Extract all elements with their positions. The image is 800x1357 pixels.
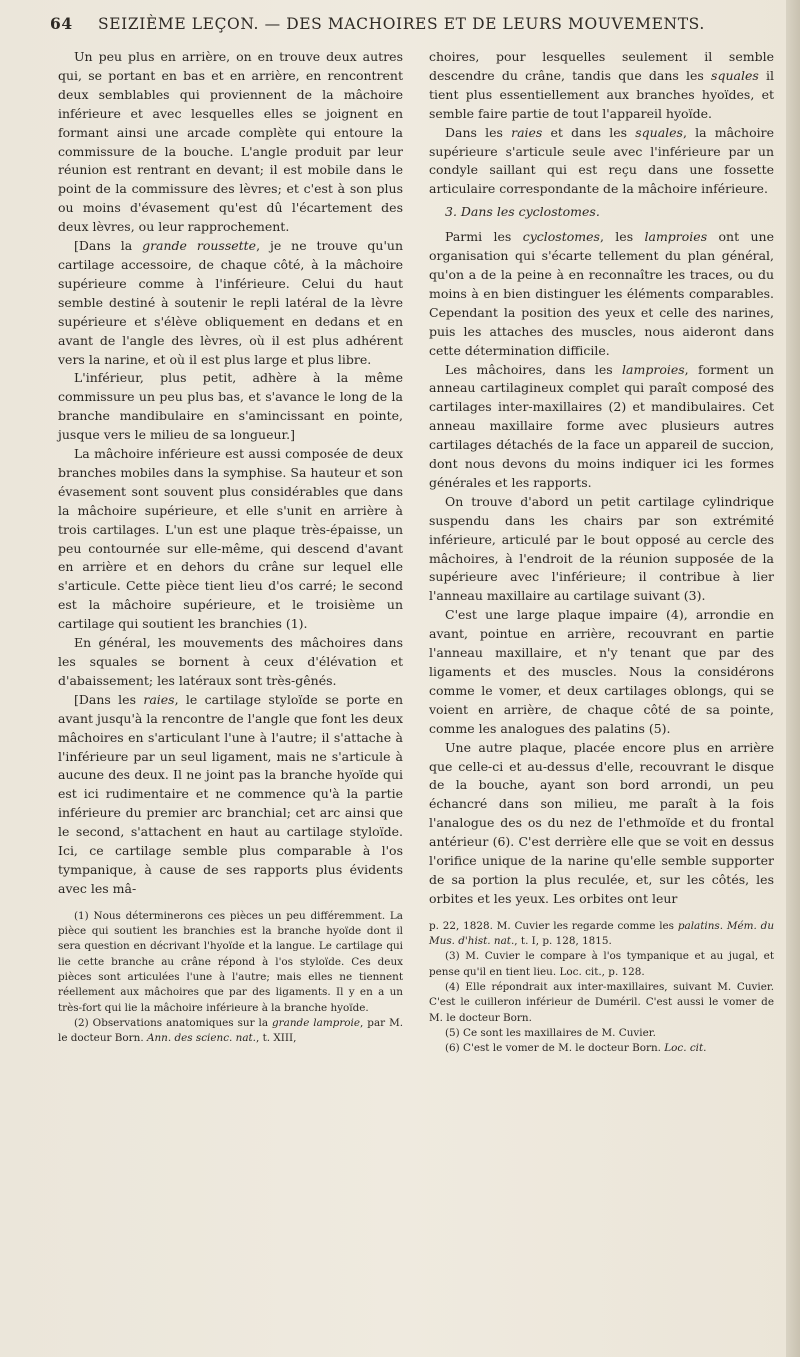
- page-number: 64: [50, 14, 73, 33]
- footnote: p. 22, 1828. M. Cuvier les regarde comme les palatins. Mém. du Mus. d'hist. nat., t. I, p. 128, 1815.: [429, 919, 775, 948]
- footnote: (3) M. Cuvier le compare à l'os tympanique et au jugal, et pense qu'il en tient lieu. Loc. cit., p. 128.: [429, 950, 774, 978]
- page-edge: [786, 0, 800, 1357]
- paragraph: La mâchoire inférieure est aussi composée de deux branches mobiles dans la symphise. Sa hauteur et son évasement sont souvent plus considérables que dans la mâchoire supérieure, et elle s'unit en arrière à trois cartilages. L'un est une plaque très-épaisse, un peu contournée sur elle-même, qui descend d'avant en arrière et en dehors du crâne sur lequel elle s'articule. Cette pièce tient lieu d'os carré; le second est la mâchoire supérieure, et le troisième un cartilage qui soutient les branchies (1).: [58, 446, 403, 632]
- paragraph: Parmi les cyclostomes, les lamproies ont une organisation qui s'écarte tellement du plan général, qu'on a de la peine à en reconnaître les traces, ou du moins à en bien distinguer les éléments comparables. Cependant la position des yeux et celle des narines, puis les attaches des muscles, nous aideront dans cette détermination difficile.: [429, 229, 774, 358]
- running-title: SEIZIÈME LEÇON. — DES MACHOIRES ET DE LEURS MOUVEMENTS.: [98, 15, 705, 33]
- left-column: [58, 48, 403, 1056]
- paragraph: Un peu plus en arrière, on en trouve deux autres qui, se portant en bas et en arrière, en rencontrent deux semblables qui proviennent de la mâchoire inférieure et avec lesquelles elles se joignent en formant ainsi une arcade complète qui entoure la commissure de la bouche. L'angle produit par leur réunion est rentrant en devant; il est mobile dans le point de la commissure des lèvres; et c'est à son plus ou moins d'évasement qu'est dû l'écartement des deux lèvres, ou leur rapprochement.: [58, 49, 403, 235]
- paragraph: Dans les raies et dans les squales, la mâchoire supérieure s'articule seule avec l'inférieure par un condyle saillant qui est reçu dans une fossette articulaire correspondante de la mâchoire inférieure.: [429, 124, 775, 197]
- footnotes-right: [429, 919, 774, 1057]
- paragraph: Une autre plaque, placée encore plus en arrière que celle-ci et au-dessus d'elle, recouvrant le disque de la bouche, ayant son bord arrondi, un peu échancré dans son milieu, me paraît à la fois l'analogue des os du nez de l'ethmoïde et du frontal antérieur (6). C'est derrière elle que se voit en dessus l'orifice unique de la narine qu'elle semble supporter de sa portion la plus reculée, et, sur les côtés, les orbites et les yeux. Les orbites ont leur: [429, 739, 774, 906]
- paragraph: [Dans la grande roussette, je ne trouve qu'un cartilage accessoire, de chaque côté, à la mâchoire supérieure comme à l'inférieure. Celui du haut semble destiné à soutenir le repli latéral de la lèvre supérieure et s'élève obliquement en dedans et en avant de l'angle des lèvres, où il est plus adhérent vers la narine, et où il est plus large et plus libre.: [58, 238, 404, 367]
- paragraph: L'inférieur, plus petit, adhère à la même commissure un peu plus bas, et s'avance le long de la branche mandibulaire en s'amincissant en pointe, jusque vers le milieu de sa longueur.]: [58, 370, 403, 443]
- running-head: [50, 14, 774, 48]
- footnote: (1) Nous déterminerons ces pièces un peu différemment. La pièce qui soutient les branchies est la branche hyoïde dont il sera question en décrivant l'hyoïde et la langue. Le cartilage qui lie cette branche au crâne répond à l'os styloïde. Ces deux pièces sont articulées l'une à l'autre; mais elles ne tiennent réellement aux mâchoires que par des ligaments. Il y en a un très-fort qui lie la mâchoire inférieure à la branche hyoïde.: [58, 909, 403, 1014]
- paragraph: choires, pour lesquelles seulement il semble descendre du crâne, tandis que dans les squales il tient plus essentiellement aux branches hyoïdes, et semble faire partie de tout l'appareil hyoïde.: [429, 49, 774, 121]
- paragraph: Les mâchoires, dans les lamproies, forment un anneau cartilagineux complet qui paraît composé des cartilages inter-maxillaires (2) et mandibulaires. Cet anneau maxillaire forme avec plusieurs autres cartilages détachés de la face un appareil de succion, dont nous devons du moins indiquer ici les formes générales et les rapports.: [429, 361, 774, 490]
- footnote: (4) Elle répondrait aux inter-maxillaires, suivant M. Cuvier. C'est le cuilleron inférieur de Duméril. C'est aussi le vomer de M. le docteur Born.: [429, 980, 774, 1024]
- footnotes-left: [58, 909, 403, 1047]
- right-column: [429, 48, 774, 1056]
- footnote: (2) Observations anatomiques sur la grande lamproie, par M. le docteur Born. Ann. des scienc. nat., t. XIII,: [58, 1016, 404, 1045]
- paragraph: [Dans les raies, le cartilage styloïde se porte en avant jusqu'à la rencontre de l'angle que font les deux mâchoires en s'articulant l'une à l'autre; il s'attache à l'inférieure par un seul ligament, mais ne s'articule à aucune des deux. Il ne joint pas la branche hyoïde qui est ici rudimentaire et ne commence qu'à la partie inférieure du premier arc branchial; cet arc ainsi que le second, s'attachent en haut au cartilage styloïde. Ici, ce cartilage semble plus comparable à l'os tympanique, à cause de ses rapports plus évidents avec les mâ-: [58, 691, 403, 896]
- footnote: (5) Ce sont les maxillaires de M. Cuvier.: [445, 1026, 656, 1039]
- paragraph: C'est une large plaque impaire (4), arrondie en avant, pointue en arrière, recouvrant en partie l'anneau maxillaire, et n'y tenant que par des ligaments et des muscles. Nous la considérons comme le vomer, et deux cartilages oblongs, qui se voient en arrière, de chaque côté de sa pointe, comme les analogues des palatins (5).: [429, 607, 774, 736]
- footnote: (6) C'est le vomer de M. le docteur Born. Loc. cit.: [445, 1042, 707, 1055]
- section-heading: 3. Dans les cyclostomes.: [445, 204, 600, 220]
- paragraph: En général, les mouvements des mâchoires dans les squales se bornent à ceux d'élévation et d'abaissement; les latéraux sont très-gênés.: [58, 635, 403, 688]
- text-columns: [56, 48, 774, 1056]
- paragraph: On trouve d'abord un petit cartilage cylindrique suspendu dans les chairs par son extrémité inférieure, articulé par le bout opposé au cercle des mâchoires, à l'endroit de la réunion supposée de la supérieure avec l'inférieure; il contribue à lier l'anneau maxillaire au cartilage suivant (3).: [429, 493, 774, 604]
